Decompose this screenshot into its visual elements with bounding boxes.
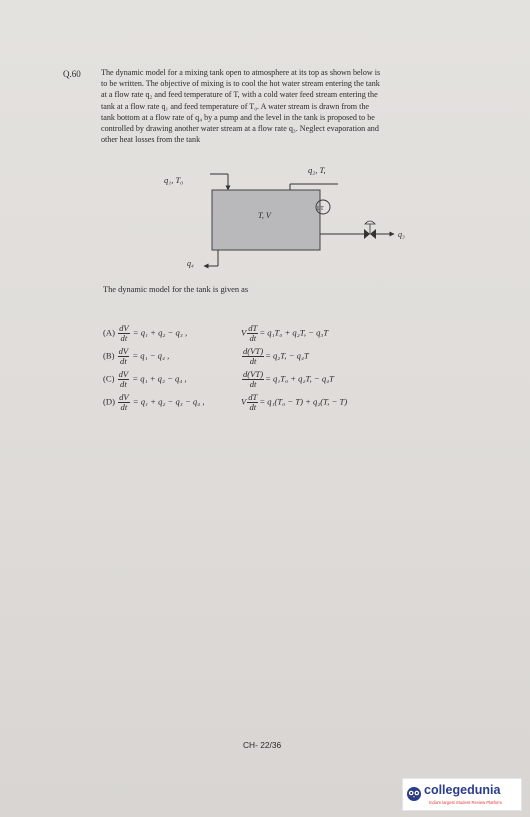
option-d-derivative: $\frac{dV}{dt}$ [119,392,129,412]
option-d[interactable] [103,393,204,412]
question-line: other heat losses from the tank [101,135,201,145]
owl-logo-icon [406,785,422,803]
option-a-volume-balance: = q₁ + q₂ − q₃ , [132,327,188,338]
option-d-label: (D) [103,396,115,407]
option-d-prefix: V [241,396,247,407]
option-a-energy-derivative: $\frac{dT}{dt}$ [248,323,258,343]
option-d-energy-derivative: $\frac{dT}{dt}$ [248,392,258,412]
option-b-energy-balance: = q₂T, − q₄T [265,350,309,361]
question-line: The dynamic model for a mixing tank open to atmosphere at its top as shown below is [101,68,381,77]
stream2-label: q₂, T, [308,165,326,175]
option-a[interactable] [103,324,187,343]
option-d-energy-balance: = q₁(T₀ − T) + q₂(T, − T) [259,396,348,407]
option-c[interactable] [103,370,187,389]
option-a-energy-balance: = q₁T₀ + q₂T, − q₃T [259,327,329,338]
question-line: controlled by drawing another water stream at a flow rate q₃. Neglect evaporation and [101,124,379,134]
option-b-volume-balance: = q₁ − q₄ , [132,350,170,361]
option-b-label: (B) [103,350,115,361]
option-b-energy [241,347,309,366]
option-d-volume-balance: = q₁ + q₂ − q₃ − q₄ , [132,396,205,407]
outlet4-label: q₄ [187,259,194,268]
option-c-energy-derivative: $\frac{d(VT)}{dt}$ [243,369,264,389]
option-c-energy-balance: = q₁T₀ + q₂T, − q₄T [265,373,334,384]
option-c-volume-balance: = q₁ + q₂ − q₄ , [132,373,187,384]
question-number: Q.60 [63,69,81,79]
option-b[interactable] [103,347,169,366]
question-line: tank at a flow rate q₁ and feed temperature of T₀. A water stream is drawn from the [101,101,369,111]
option-b-derivative: $\frac{dV}{dt}$ [118,346,129,366]
tank-body [212,190,320,250]
option-c-energy [241,370,334,389]
watermark-tagline: India's largest Student Review Platform [429,800,502,805]
question-line: at a flow rate q₂ and feed temperature of T, with a cold water feed stream entering the [101,90,378,100]
level-transmitter-label: LT [317,206,324,212]
page-number: CH- 22/36 [243,740,282,750]
model-caption: The dynamic model for the tank is given as [103,285,249,294]
option-a-prefix: V [241,327,247,338]
option-c-derivative: $\frac{dV}{dt}$ [118,369,129,389]
option-c-label: (C) [103,373,115,384]
watermark-brand: collegedunia [424,783,501,797]
option-d-energy [241,393,347,412]
question-line: tank bottom at a flow rate of q₄ by a pump and the level in the tank is proposed to be [101,112,375,122]
valve-actuator [365,221,375,224]
question-line: to be written. The objective of mixing is to cool the hot water stream entering the tank [101,79,380,89]
option-a-derivative: $\frac{dV}{dt}$ [119,323,129,343]
option-b-energy-derivative: $\frac{d(VT)}{dt}$ [243,346,264,366]
option-a-energy [241,324,328,343]
option-a-label: (A) [103,327,115,338]
question-text [101,67,486,145]
outlet3-label: q₃ [398,230,405,239]
collegedunia-watermark [402,778,522,811]
tank-label: T, V [258,211,271,220]
stream1-label: q₁, T₀ [164,175,184,185]
mixing-tank-diagram [140,160,440,280]
